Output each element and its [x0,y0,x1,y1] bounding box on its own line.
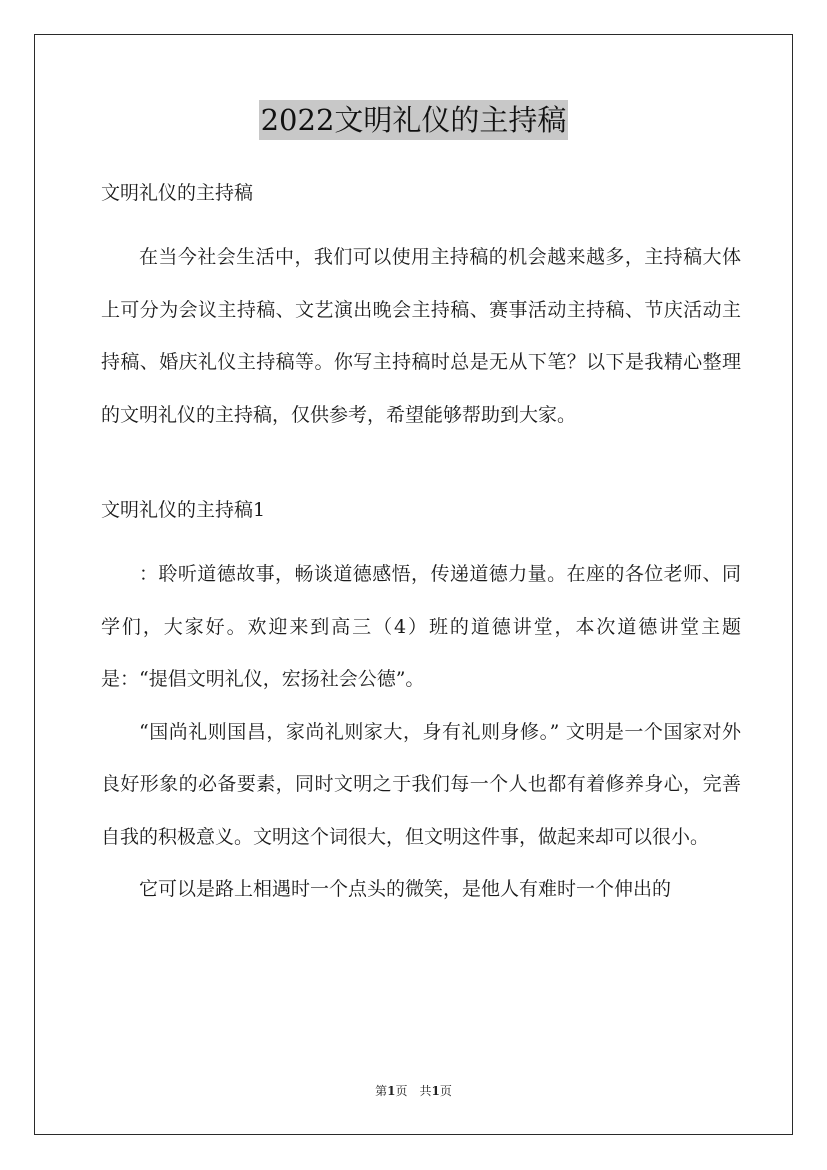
page-number: 1 [387,1084,396,1098]
body-paragraph-2: “国尚礼则国昌，家尚礼则家大，身有礼则身修。” 文明是一个国家对外良好形象的必备要素，同时文明之于我们每一个人也都有着修养身心，完善自我的积极意义。文明这个词很大，但文明这件事，做起来却可以很小。 [101,720,741,848]
title-container [0,100,827,140]
section-heading: 文明礼仪的主持稿1 [101,499,266,521]
page-number-prefix: 第 [375,1084,388,1098]
document-title: 2022文明礼仪的主持稿 [259,100,569,140]
page-number-suffix: 页 [395,1084,408,1098]
intro-paragraph: 在当今社会生活中，我们可以使用主持稿的机会越来越多，主持稿大体上可分为会议主持稿、文艺演出晚会主持稿、赛事活动主持稿、节庆活动主持稿、婚庆礼仪主持稿等。你写主持稿时总是无从下笔？以下是我精心整理的文明礼仪的主持稿，仅供参考，希望能够帮助到大家。 [101,246,741,426]
total-pages-prefix: 共 [419,1084,432,1098]
total-pages: 1 [431,1084,440,1098]
total-pages-suffix: 页 [439,1084,452,1098]
body-paragraph-1: ：聆听道德故事，畅谈道德感悟，传递道德力量。在座的各位老师、同学们，大家好。欢迎来到高三（4）班的道德讲堂，本次道德讲堂主题是：“提倡文明礼仪，宏扬社会公德”。 [101,563,741,690]
body-paragraph-3: 它可以是路上相遇时一个点头的微笑，是他人有难时一个伸出的 [139,878,672,900]
document-subtitle: 文明礼仪的主持稿 [101,182,254,204]
document-body [101,176,741,916]
page-footer [0,1083,827,1099]
